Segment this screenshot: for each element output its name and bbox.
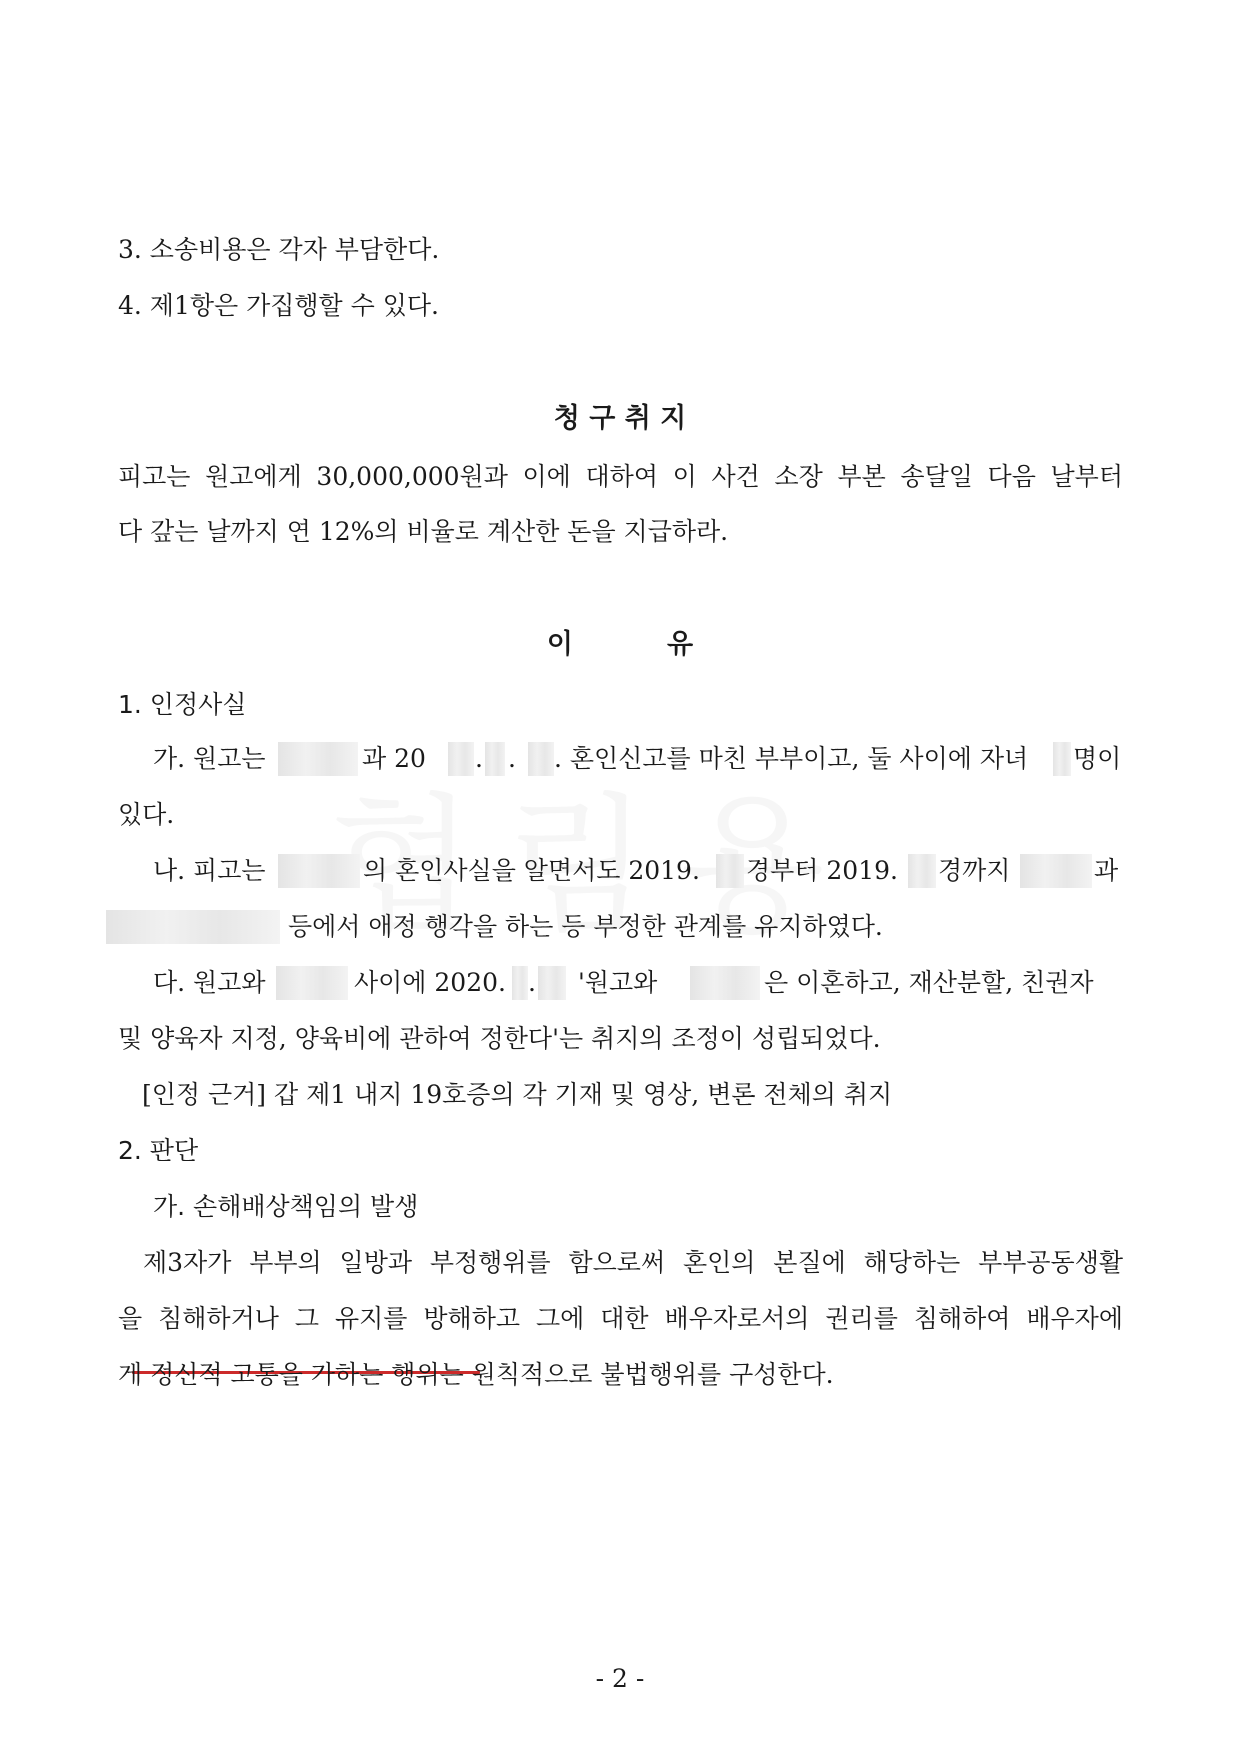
redaction [278, 742, 358, 776]
claim-heading: 청 구 취 지 [553, 403, 687, 434]
judgment-line-2: 을 침해하거나 그 유지를 방해하고 그에 대한 배우자로서의 권리를 침해하여 배우자에 [118, 1304, 1123, 1333]
fact-da-text-e: 은 이혼하고, 재산분할, 친권자 [764, 968, 1094, 997]
redaction [1020, 854, 1092, 888]
redaction [276, 966, 348, 1000]
fact-da-text-a: 다. 원고와 [153, 968, 266, 997]
redaction [512, 966, 528, 1000]
redaction [716, 854, 744, 888]
fact-na-text-b: 의 혼인사실을 알면서도 2019. [363, 856, 700, 885]
redaction [1053, 742, 1071, 776]
redaction [908, 854, 936, 888]
reason-heading: 이 유 [546, 629, 694, 660]
redaction [690, 966, 760, 1000]
fact-na-text-c: 경부터 2019. [746, 856, 898, 885]
fact-ga-line-2: 있다. [118, 800, 175, 829]
fact-ga-text-e: . 혼인신고를 마친 부부이고, 둘 사이에 자녀 [554, 744, 1029, 773]
order-item-3: 3. 소송비용은 각자 부담한다. [118, 235, 440, 264]
fact-da-text-b: 사이에 2020. [354, 968, 506, 997]
fact-da-text-c: . [528, 968, 536, 997]
fact-ga-text-b: 과 20 [362, 744, 426, 773]
fact-ga-text-c: . [475, 744, 483, 773]
fact-ga-text-f: 명이 [1073, 744, 1122, 773]
fact-na-text-a: 나. 피고는 [153, 856, 266, 885]
recognition-basis: [인정 근거] 갑 제1 내지 19호증의 각 기재 및 영상, 변론 전체의 취지 [142, 1080, 893, 1109]
fact-na-text-e: 과 [1094, 856, 1119, 885]
judgment-line-3: 게 정신적 고통을 가하는 행위는 원칙적으로 불법행위를 구성한다. [118, 1360, 834, 1389]
fact-da-text-d: '원고와 [578, 968, 658, 997]
redaction [538, 966, 566, 1000]
redaction [485, 742, 505, 776]
claim-line-2: 다 갚는 날까지 연 12%의 비율로 계산한 돈을 지급하라. [118, 517, 729, 546]
fact-da-line-2: 및 양육자 지정, 양육비에 관하여 정한다'는 취지의 조정이 성립되었다. [118, 1024, 881, 1053]
redaction [278, 854, 360, 888]
redaction [528, 742, 554, 776]
claim-line-1: 피고는 원고에게 30,000,000원과 이에 대하여 이 사건 소장 부본 송달일 다음 날부터 [118, 462, 1123, 491]
order-item-4: 4. 제1항은 가집행할 수 있다. [118, 291, 439, 320]
page-number: - 2 - [595, 1664, 645, 1693]
fact-ga-text-a: 가. 원고는 [153, 744, 266, 773]
redaction [106, 910, 280, 944]
judgment-line-1: 제3자가 부부의 일방과 부정행위를 함으로써 혼인의 본질에 해당하는 부부공동생활 [143, 1248, 1123, 1277]
subsection-ga-title: 가. 손해배상책임의 발생 [153, 1192, 419, 1221]
redaction [448, 742, 474, 776]
fact-na-text-line2: 등에서 애정 행각을 하는 등 부정한 관계를 유지하였다. [288, 912, 883, 941]
section-2-title: 2. 판단 [118, 1136, 199, 1165]
fact-ga-text-d: . [508, 744, 516, 773]
fact-na-text-d: 경까지 [938, 856, 1011, 885]
section-1-title: 1. 인정사실 [118, 690, 247, 719]
